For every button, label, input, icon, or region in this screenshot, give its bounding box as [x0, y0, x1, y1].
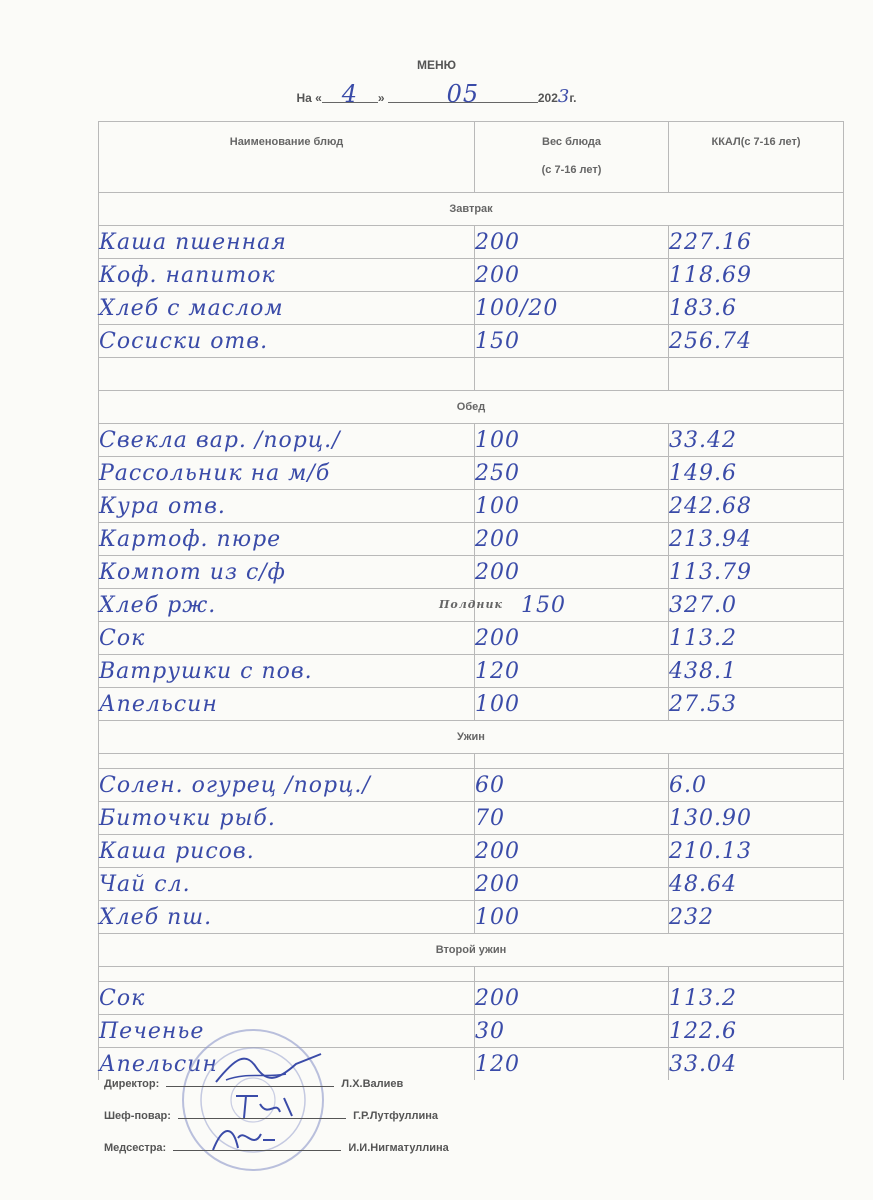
date-prefix: На « — [296, 91, 322, 105]
dish-weight: 200 — [475, 259, 669, 292]
dish-weight: 200 — [475, 982, 669, 1015]
empty-cell — [99, 358, 475, 391]
dish-kcal: 210.13 — [669, 835, 844, 868]
dish-kcal: 242.68 — [669, 490, 844, 523]
col-weight-line1: Вес блюда — [542, 136, 601, 148]
dish-name: Печенье — [99, 1015, 475, 1048]
nurse-signature-line — [173, 1138, 341, 1151]
dish-name: Картоф. пюре — [99, 523, 475, 556]
dish-name: Сосиски отв. — [99, 325, 475, 358]
dish-weight: 100 — [475, 424, 669, 457]
nurse-signature-icon — [183, 1120, 333, 1156]
dish-kcal: 183.6 — [669, 292, 844, 325]
dish-kcal: 33.04 — [669, 1048, 844, 1081]
table-row — [99, 982, 844, 1015]
dish-name: Апельсин — [99, 1048, 475, 1081]
table-row — [99, 835, 844, 868]
dish-weight: 120 — [475, 655, 669, 688]
col-weight-header — [475, 122, 669, 193]
section-row-breakfast — [99, 193, 844, 226]
dish-kcal: 27.53 — [669, 688, 844, 721]
dish-kcal: 213.94 — [669, 523, 844, 556]
table-row — [99, 802, 844, 835]
carry-dish-name: Хлеб рж. — [99, 592, 217, 618]
nurse-label: Медсестра: — [104, 1142, 167, 1154]
table-row-empty — [99, 967, 844, 982]
dish-name: Каша рисов. — [99, 835, 475, 868]
table-row — [99, 424, 844, 457]
dish-kcal: 327.0 — [669, 589, 844, 622]
dish-name: Коф. напиток — [99, 259, 475, 292]
chef-signature-line — [178, 1106, 346, 1119]
table-row — [99, 769, 844, 802]
dish-name: Хлеб с маслом — [99, 292, 475, 325]
dish-name: Биточки рыб. — [99, 802, 475, 835]
dish-name: Апельсин — [99, 688, 475, 721]
empty-cell — [475, 358, 669, 391]
dish-kcal: 118.69 — [669, 259, 844, 292]
dish-name: Солен. огурец /порц./ — [99, 769, 475, 802]
date-mid: » — [377, 91, 385, 105]
table-row — [99, 655, 844, 688]
table-row — [99, 622, 844, 655]
dish-weight: 200 — [475, 523, 669, 556]
director-signature-line — [166, 1074, 334, 1087]
section-title-dinner: Ужин — [99, 721, 844, 754]
director-signature-icon — [176, 1052, 326, 1092]
empty-cell — [669, 967, 844, 982]
dish-weight: 150 — [475, 589, 669, 622]
dish-kcal: 113.2 — [669, 982, 844, 1015]
dish-weight: 60 — [475, 769, 669, 802]
empty-cell — [475, 967, 669, 982]
table-row-empty — [99, 358, 844, 391]
dish-kcal: 149.6 — [669, 457, 844, 490]
table-row — [99, 259, 844, 292]
dish-weight: 30 — [475, 1015, 669, 1048]
section-title-breakfast: Завтрак — [99, 193, 844, 226]
col-name-header: Наименование блюд — [99, 122, 475, 193]
section-row-dinner — [99, 721, 844, 754]
section-title-second-dinner: Второй ужин — [99, 934, 844, 967]
menu-title: МЕНЮ — [416, 58, 457, 72]
dish-kcal: 130.90 — [669, 802, 844, 835]
date-line — [0, 80, 873, 108]
section-row-snack — [99, 589, 844, 622]
dish-kcal: 113.79 — [669, 556, 844, 589]
director-label: Директор: — [104, 1078, 160, 1090]
date-day: 4 — [322, 86, 378, 103]
empty-cell — [669, 754, 844, 769]
table-row — [99, 457, 844, 490]
table-row — [99, 226, 844, 259]
nurse-name: И.И.Нигматуллина — [348, 1142, 449, 1154]
dish-name: Каша пшенная — [99, 226, 475, 259]
dish-name: Чай сл. — [99, 868, 475, 901]
dish-weight: 100/20 — [475, 292, 669, 325]
dish-weight: 100 — [475, 490, 669, 523]
table-row — [99, 325, 844, 358]
table-row — [99, 490, 844, 523]
table-row — [99, 901, 844, 934]
chef-label: Шеф-повар: — [104, 1110, 171, 1122]
dish-name: Сок — [99, 622, 475, 655]
chef-name: Г.Р.Лутфуллина — [353, 1110, 439, 1122]
dish-weight: 200 — [475, 868, 669, 901]
date-month: 05 — [388, 86, 538, 103]
dish-weight: 200 — [475, 556, 669, 589]
dish-kcal: 6.0 — [669, 769, 844, 802]
header-row — [99, 122, 844, 193]
dish-kcal: 232 — [669, 901, 844, 934]
section-row-lunch — [99, 391, 844, 424]
empty-cell — [475, 754, 669, 769]
chef-signature-icon — [188, 1088, 338, 1124]
section-title-snack: Полдник — [439, 598, 503, 611]
dish-kcal: 113.2 — [669, 622, 844, 655]
table-row — [99, 868, 844, 901]
dish-name: Рассольник на м/б — [99, 457, 475, 490]
dish-name: Кура отв. — [99, 490, 475, 523]
empty-cell — [99, 754, 475, 769]
dish-kcal: 48.64 — [669, 868, 844, 901]
empty-cell — [669, 358, 844, 391]
menu-table — [98, 121, 844, 1080]
dish-kcal: 33.42 — [669, 424, 844, 457]
dish-name: Свекла вар. /порц./ — [99, 424, 475, 457]
dish-weight: 70 — [475, 802, 669, 835]
dish-weight: 250 — [475, 457, 669, 490]
col-weight-line2: (с 7-16 лет) — [541, 164, 602, 176]
dish-name — [99, 589, 503, 622]
dish-weight: 100 — [475, 901, 669, 934]
nurse-signature-row — [104, 1138, 449, 1154]
table-row — [99, 292, 844, 325]
dish-kcal: 122.6 — [669, 1015, 844, 1048]
dish-name: Хлеб пш. — [99, 901, 475, 934]
dish-name: Ватрушки с пов. — [99, 655, 475, 688]
director-name: Л.Х.Валиев — [341, 1078, 404, 1090]
table-row — [99, 556, 844, 589]
year-suffix: г. — [569, 91, 577, 105]
table-row — [99, 688, 844, 721]
year-prefix: 202 — [537, 91, 558, 105]
dish-weight: 200 — [475, 835, 669, 868]
empty-cell — [99, 967, 475, 982]
dish-kcal: 256.74 — [669, 325, 844, 358]
table-row-empty — [99, 754, 844, 769]
dish-weight: 150 — [475, 325, 669, 358]
dish-weight: 200 — [475, 226, 669, 259]
section-row-second-dinner — [99, 934, 844, 967]
year-digit: 3 — [557, 86, 570, 107]
dish-name: Компот из с/ф — [99, 556, 475, 589]
table-row — [99, 523, 844, 556]
dish-kcal: 438.1 — [669, 655, 844, 688]
col-kcal-header: ККАЛ(с 7-16 лет) — [669, 122, 844, 193]
dish-name: Сок — [99, 982, 475, 1015]
dish-kcal: 227.16 — [669, 226, 844, 259]
dish-weight: 100 — [475, 688, 669, 721]
dish-weight: 120 — [475, 1048, 669, 1081]
section-title-lunch: Обед — [99, 391, 844, 424]
dish-weight: 200 — [475, 622, 669, 655]
